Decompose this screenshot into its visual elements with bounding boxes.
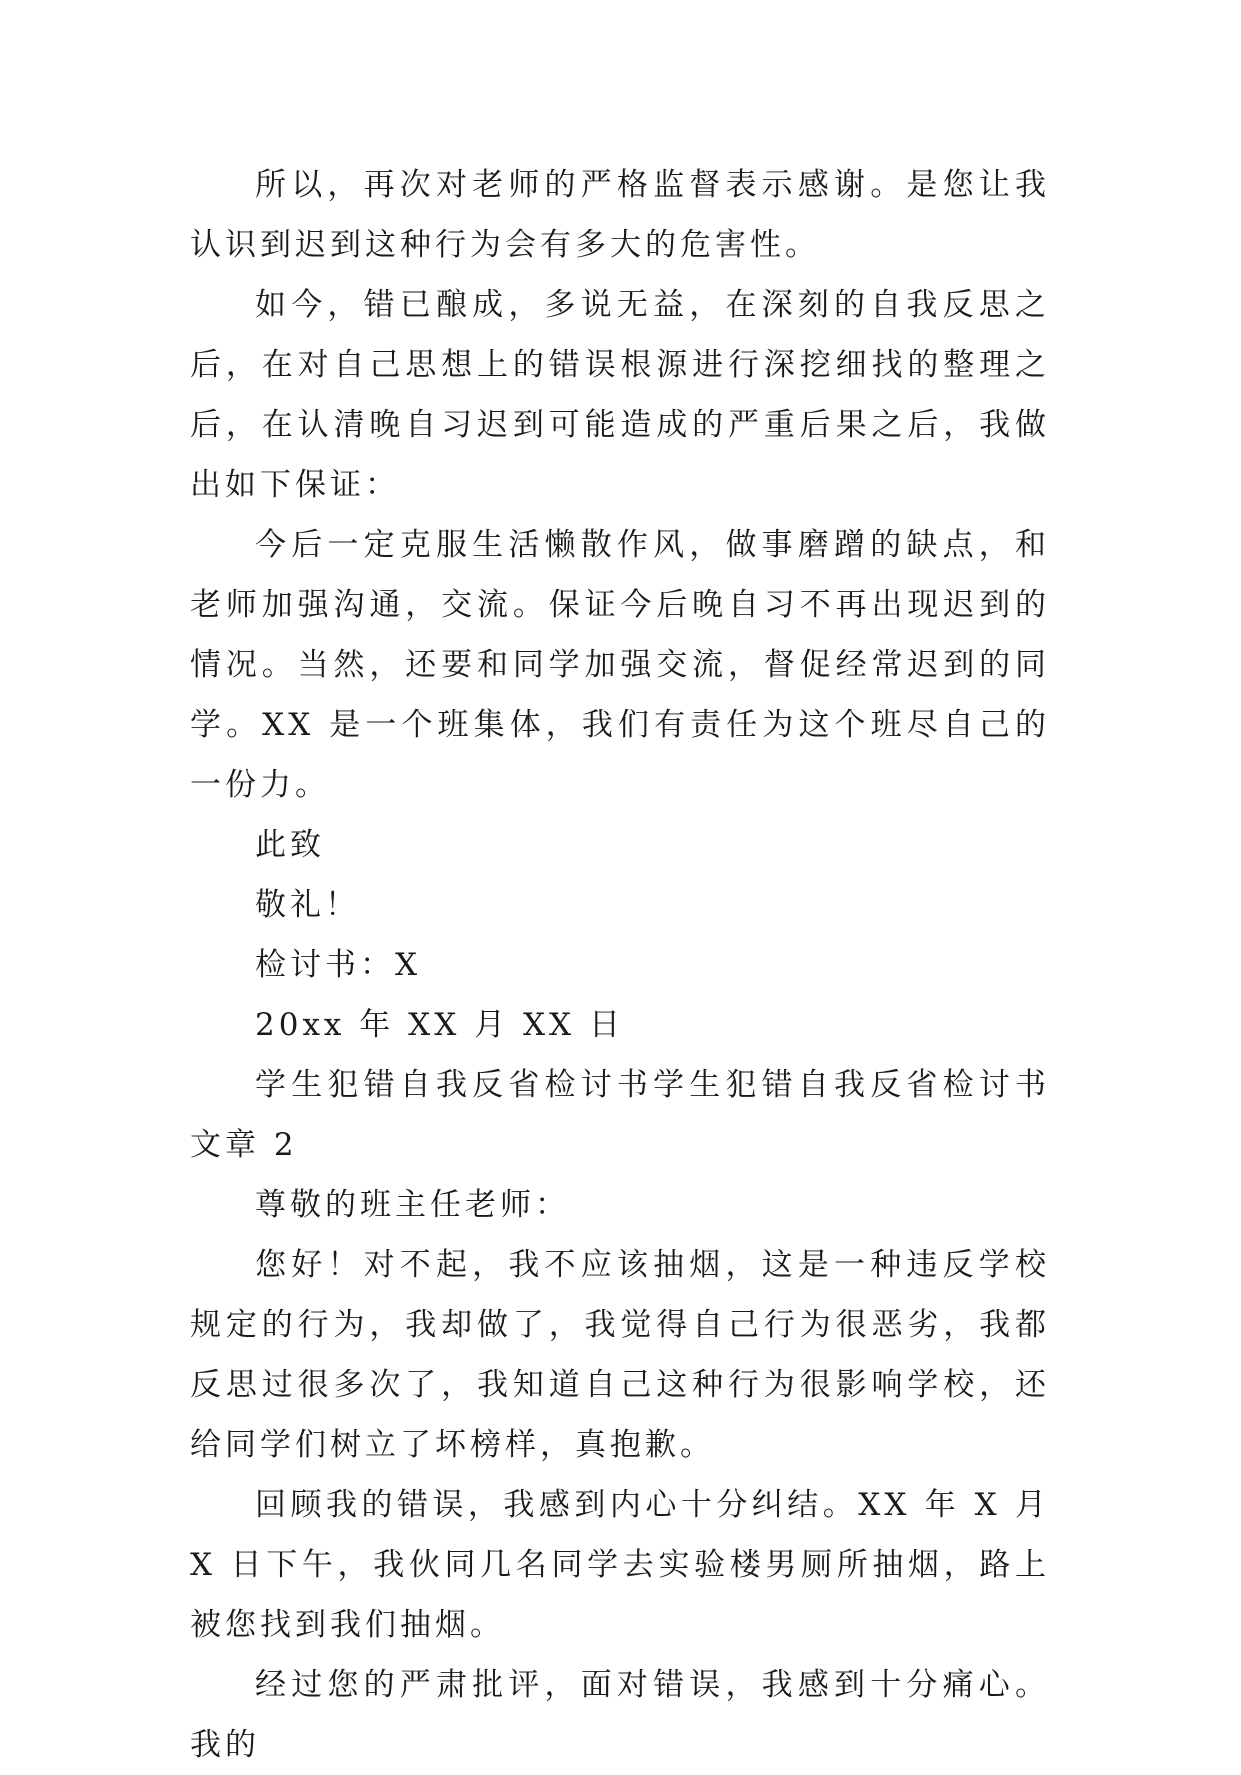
paragraph: 今后一定克服生活懒散作风，做事磨蹭的缺点，和老师加强沟通，交流。保证今后晚自习不再出现迟到的情况。当然，还要和同学加强交流，督促经常迟到的同学。XX 是一个班集体，我们有责任为这个班尽自己的一份力。	[190, 527, 1050, 803]
paragraph: 所以，再次对老师的严格监督表示感谢。是您让我认识到迟到这种行为会有多大的危害性。	[190, 167, 1050, 263]
paragraph: 如今，错已酿成，多说无益，在深刻的自我反思之后，在对自己思想上的错误根源进行深挖细找的整理之后，在认清晚自习迟到可能造成的严重后果之后，我做出如下保证：	[190, 287, 1050, 503]
date: 20xx 年 XX 月 XX 日	[255, 1007, 624, 1043]
paragraph: 您好！对不起，我不应该抽烟，这是一种违反学校规定的行为，我却做了，我觉得自己行为很恶劣，我都反思过很多次了，我知道自己这种行为很影响学校，还给同学们树立了坏榜样，真抱歉。	[190, 1247, 1050, 1463]
article-title: 学生犯错自我反省检讨书学生犯错自我反省检讨书文章 2	[190, 1067, 1050, 1163]
salutation: 尊敬的班主任老师：	[255, 1187, 570, 1223]
document-body	[190, 155, 1050, 1775]
signature: 检讨书：X	[255, 947, 422, 983]
paragraph: 回顾我的错误，我感到内心十分纠结。XX 年 X 月 X 日下午，我伙同几名同学去实验楼男厕所抽烟，路上被您找到我们抽烟。	[190, 1487, 1050, 1643]
closing-greeting: 此致	[255, 827, 325, 863]
closing-salute: 敬礼！	[255, 887, 360, 923]
paragraph: 经过您的严肃批评，面对错误，我感到十分痛心。我的	[190, 1667, 1050, 1763]
